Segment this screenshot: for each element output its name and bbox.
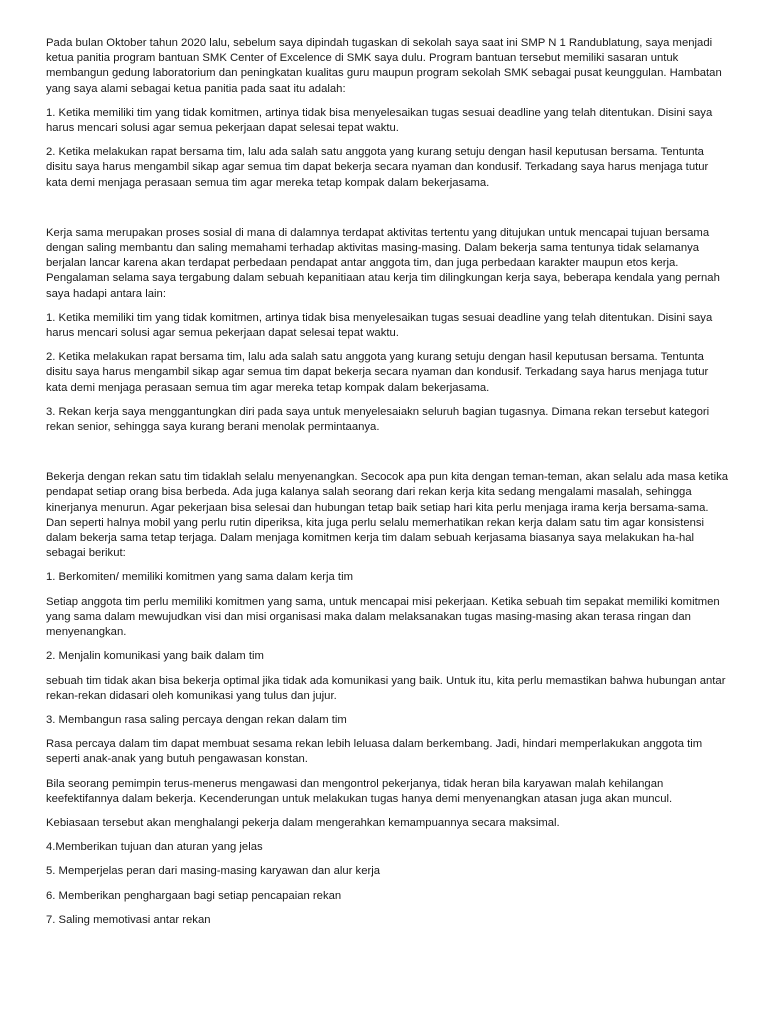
- section1-list-item-2: 2. Ketika melakukan rapat bersama tim, lalu ada salah satu anggota yang kurang setuju dengan hasil keputusan bersama. Tentunta disitu saya harus mengambil sikap agar semua tim dapat bekerja secara nyaman dan kondusif. Terkadang saya harus menjaga tutur kata demi menjaga perasaan semua tim agar mereka tetap kompak dalam bekerjasama.: [46, 146, 709, 189]
- section3-point-6-heading: 6. Memberikan penghargaan bagi setiap pencapaian rekan: [46, 889, 342, 902]
- section2-list-item-3: 3. Rekan kerja saya menggantungkan diri pada saya untuk menyelesaiakn seluruh bagian tugasnya. Dimana rekan tersebut kategori rekan senior, sehingga saya kurang berani menolak permintaanya.: [46, 405, 710, 434]
- section3-point-1-body: Setiap anggota tim perlu memiliki komitmen yang sama, untuk mencapai misi pekerjaan. Ketika sebuah tim sepakat memiliki komitmen yang sama dalam mewujudkan visi dan misi organisasi maka dalam melaksanakan tugas masing-masing akan terasa ringan dan menyenangkan.: [46, 595, 720, 639]
- section3-point-2-heading: 2. Menjalin komunikasi yang baik dalam tim: [46, 650, 264, 663]
- section2-list-item-1: 1. Ketika memiliki tim yang tidak komitmen, artinya tidak bisa menyelesaikan tugas sesuai deadline yang telah ditentukan. Disini saya harus mencari solusi agar semua pekerjaan dapat selesai tepat waktu.: [46, 311, 713, 340]
- section3-point-4-heading: 4.Memberikan tujuan dan aturan yang jelas: [46, 841, 263, 854]
- section3-point-3-body-b: Bila seorang pemimpin terus-menerus mengawasi dan mengontrol pekerjanya, tidak heran bila karyawan malah kehilangan keefektifannya dalam bekerja. Kecenderungan untuk melakukan tugas hanya demi menyenangkan atasan juga akan muncul.: [46, 777, 673, 805]
- section3-intro-paragraph: Bekerja dengan rekan satu tim tidaklah selalu menyenangkan. Secocok apa pun kita dengan teman-teman, akan selalu ada masa ketika pendapat setiap orang bisa berbeda. Ada juga kalanya salah seorang dari rekan kerja kita sedang mengalami masalah, sehingga kinerjanya menurun. Agar pekerjaan bisa selesai dan hubungan tetap baik setiap hari kita perlu menjaga irama kerja bersama-sama. Dan seperti halnya mobil yang perlu rutin diperiksa, kita juga perlu selalu memerhatikan rekan kerja dalam satu tim agar konsistensi dalam bekerja sama tetap terjaga. Dalam menjaga komitmen kerja tim dalam sebuah kerjasama biasanya saya melakukan ha-hal sebagai berikut:: [46, 471, 729, 560]
- section2-list-item-2: 2. Ketika melakukan rapat bersama tim, lalu ada salah satu anggota yang kurang setuju dengan hasil keputusan bersama. Tentunta disitu saya harus mengambil sikap agar semua tim dapat bekerja secara nyaman dan kondusif. Terkadang saya harus menjaga tutur kata demi menjaga perasaan semua tim agar mereka tetap kompak dalam bekerjasama.: [46, 351, 709, 394]
- section1-intro-paragraph: Pada bulan Oktober tahun 2020 lalu, sebelum saya dipindah tugaskan di sekolah saya saat ini SMP N 1 Randublatung, saya menjadi ketua panitia program bantuan SMK Center of Excelence di SMK saya dulu. Program bantuan tersebut memiliki sasaran untuk membangun gedung laboratorium dan peningkatan kualitas guru maupun program sekolah SMK sebagai pusat keunggulan. Hambatan yang saya alami sebagai ketua panitia pada saat itu adalah:: [46, 37, 722, 95]
- section1-list-item-1: 1. Ketika memiliki tim yang tidak komitmen, artinya tidak bisa menyelesaikan tugas sesuai deadline yang telah ditentukan. Disini saya harus mencari solusi agar semua pekerjaan dapat selesai tepat waktu.: [46, 106, 713, 135]
- section-spacer: [46, 444, 732, 470]
- section3-point-3-body-c: Kebiasaan tersebut akan menghalangi pekerja dalam mengerahkan kemampuannya secara maksimal.: [46, 816, 560, 829]
- section3-point-3-body-a: Rasa percaya dalam tim dapat membuat sesama rekan lebih leluasa dalam berkembang. Jadi, hindari memperlakukan anggota tim seperti anak-anak yang butuh pengawasan konstan.: [46, 738, 703, 766]
- section3-point-1-heading: 1. Berkomiten/ memiliki komitmen yang sama dalam kerja tim: [46, 571, 353, 584]
- section3-point-3-heading: 3. Membangun rasa saling percaya dengan rekan dalam tim: [46, 713, 347, 726]
- section3-point-2-body: sebuah tim tidak akan bisa bekerja optimal jika tidak ada komunikasi yang baik. Untuk itu, kita perlu memastikan bahwa hubungan antar rekan-rekan didasari oleh komunikasi yang tulus dan jujur.: [46, 674, 726, 702]
- document-page: [46, 36, 732, 937]
- section3-point-7-heading: 7. Saling memotivasi antar rekan: [46, 913, 211, 926]
- section2-intro-paragraph: Kerja sama merupakan proses sosial di mana di dalamnya terdapat aktivitas tertentu yang ditujukan untuk mencapai tujuan bersama dengan saling membantu dan saling memahami terhadap aktivitas masing-masing. Dalam bekerja sama tentunya tidak selamanya berjalan lancar karena akan terdapat perbedaan pendapat antar anggota tim, dan juga perbedaan karakter maupun etos kerja. Pengalaman selama saya tergabung dalam sebuah kepanitiaan atau kerja tim dilingkungan kerja saya, beberapa kendala yang pernah saya hadapi antara lain:: [46, 226, 720, 300]
- section3-point-5-heading: 5. Memperjelas peran dari masing-masing karyawan dan alur kerja: [46, 865, 381, 878]
- section-spacer: [46, 200, 732, 226]
